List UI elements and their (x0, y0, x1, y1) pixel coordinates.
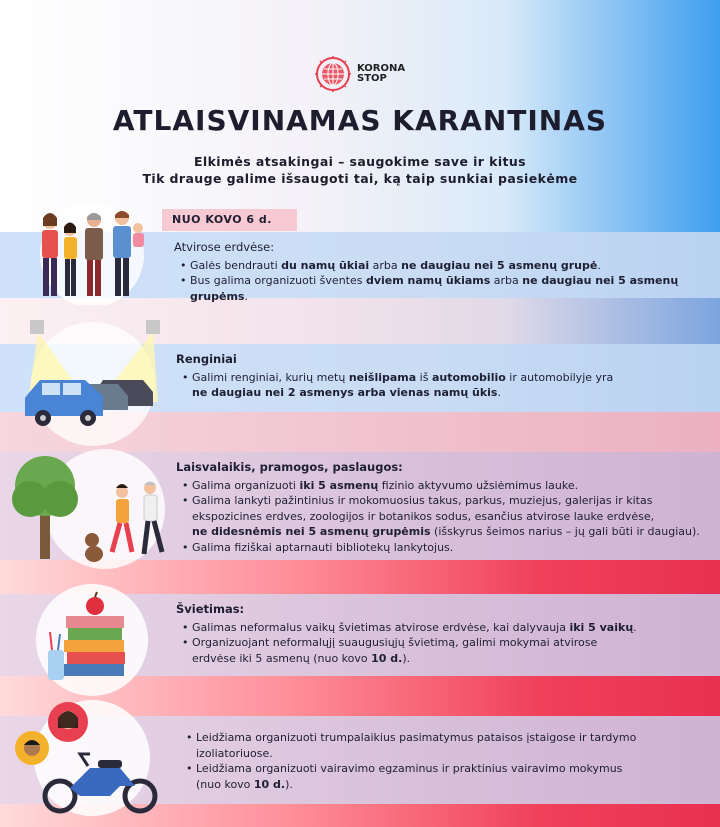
brand-logo (315, 56, 405, 92)
leisure-bullet-1: • Galima organizuoti iki 5 asmenų fizinio aktyvumo užsiėmimus lauke. (192, 478, 716, 494)
park-walk-illustration (10, 444, 180, 574)
outdoor-bullet-2: • Bus galima organizuoti šventes dviem namų ūkiams arba ne daugiau nei 5 asmenų grupėms. (190, 273, 714, 304)
page-title: ATLAISVINAMAS KARANTINAS (112, 104, 608, 137)
events-heading: Renginiai (176, 352, 237, 366)
header (0, 0, 720, 200)
leisure-heading: Laisvalaikis, pramogos, paslaugos: (176, 460, 403, 474)
events-bullet-1: • Galimi renginiai, kurių metų neišlipama iš automobilio ir automobilyje yra ne daugiau nei 2 asmenys arba vienas namų ūkis. (192, 370, 676, 401)
date-tag: NUO KOVO 6 d. (162, 209, 297, 231)
visit-and-driving-illustration (10, 696, 170, 821)
books-illustration (22, 580, 162, 700)
education-heading: Švietimas: (176, 602, 245, 616)
subtitle-2: Tik drauge galime išsaugoti tai, ką taip sunkiai pasiekėme (142, 171, 578, 186)
other-bullet-2: • Leidžiama organizuoti vairavimo egzaminus ir praktinius vairavimo mokymus (nuo kovo 10 d.). (196, 761, 700, 792)
education-bullet-1: • Galimas neformalus vaikų švietimas atvirose erdvėse, kai dalyvauja iki 5 vaikų. (192, 620, 696, 636)
leisure-bullet-3: • Galima fiziškai aptarnauti bibliotekų lankytojus. (192, 540, 716, 556)
outdoor-bullet-1: • Galės bendrauti du namų ūkiai arba ne daugiau nei 5 asmenų grupė. (190, 258, 714, 274)
outdoor-heading: Atvirose erdvėse: (174, 240, 275, 254)
other-bullet-1: • Leidžiama organizuoti trumpalaikius pasimatymus pataisos įstaigose ir tardymo izoliatoriuose. (196, 730, 700, 761)
education-bullet-2: • Organizuojant neformalųjį suaugusiųjų švietimą, galimi mokymai atvirose erdvėse iki 5 asmenų (nuo kovo 10 d.). (192, 635, 696, 666)
subtitle-1: Elkimės atsakingai – saugokime save ir kitus (193, 154, 527, 169)
brand-line1: KORONA (357, 63, 406, 74)
leisure-bullet-2: • Galima lankyti pažintinius ir mokomuosius takus, parkus, muziejus, galerijas ir kitas ekspozicines erdves, zoologijos ir botanikos sodus, esančius atvirose lauke erdvėse, ne didesnėmis nei 5 asmenų grupėmis (išskyrus šeimos narius – jų gali būti ir daugiau). (192, 493, 716, 540)
family-illustration (22, 200, 162, 305)
virus-globe-icon (315, 56, 351, 92)
drive-in-cars-illustration (18, 312, 168, 452)
brand-line2: STOP (357, 73, 387, 84)
